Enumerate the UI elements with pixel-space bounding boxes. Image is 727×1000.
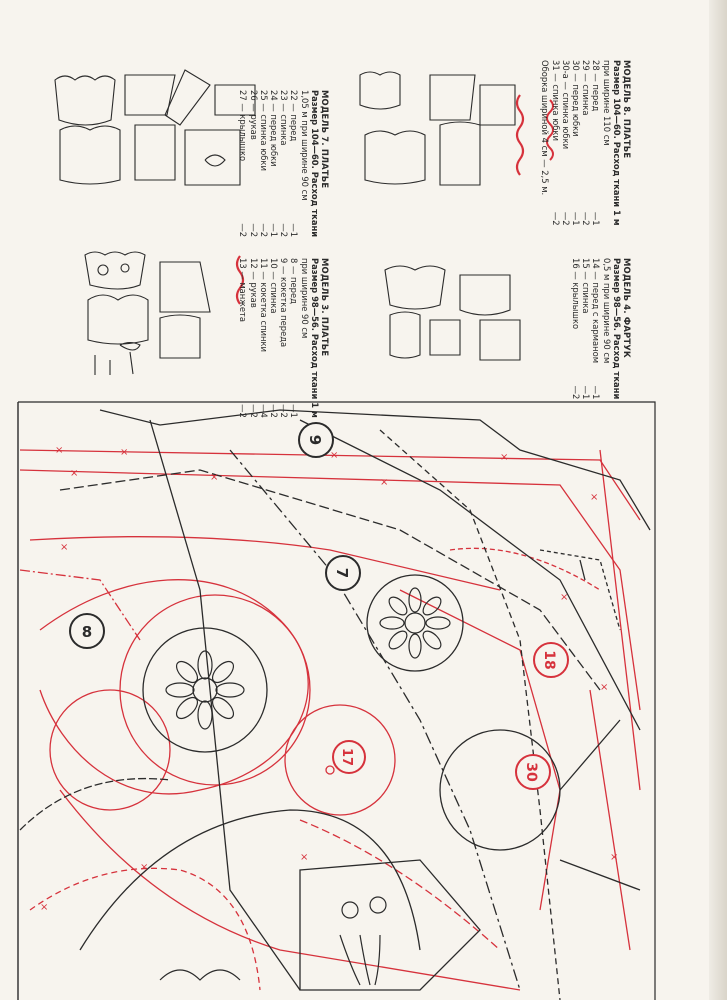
part: 30 — перед юбки: [570, 60, 581, 137]
qty: —1: [570, 211, 581, 226]
pattern-number-8: [70, 614, 104, 648]
svg-text:×: ×: [500, 452, 509, 463]
model-7-sketch: [55, 70, 255, 185]
model-7-header-1: Размер 104—60. Расход ткани: [309, 90, 320, 238]
svg-text:×: ×: [590, 492, 599, 503]
svg-text:×: ×: [210, 472, 219, 483]
part: 31 — спинка юбки: [550, 60, 561, 141]
qty: —1: [581, 385, 592, 400]
part: 14 — перед с карманом: [591, 258, 602, 364]
part: 15 — спинка: [581, 258, 592, 314]
svg-text:×: ×: [560, 592, 569, 603]
red-x-marks: [40, 445, 618, 913]
pattern-number-7: [326, 556, 360, 590]
model-3-sketch: [85, 252, 210, 375]
svg-text:×: ×: [55, 445, 64, 456]
model-4-header-2: 0,5 м при ширине 90 см: [601, 258, 612, 364]
qty: —1: [591, 211, 602, 226]
svg-text:9: 9: [306, 434, 324, 446]
part: 30-а — спинка юбки: [560, 60, 571, 150]
model-8-title: МОДЕЛЬ 8. ПЛАТЬЕ: [622, 60, 632, 159]
svg-text:30: 30: [523, 762, 539, 782]
part: 26 — рукав: [248, 90, 259, 140]
svg-text:8: 8: [81, 623, 93, 641]
svg-text:×: ×: [600, 682, 609, 693]
model-8-sketch: [360, 72, 515, 185]
qty: —2: [238, 223, 249, 238]
svg-text:×: ×: [140, 862, 149, 873]
qty: —1: [591, 385, 602, 400]
part: 10 — спинка: [268, 258, 279, 314]
part: 25 — спинка юбки: [258, 90, 269, 171]
qty: —1: [289, 223, 300, 238]
model-4-title: МОДЕЛЬ 4. ФАРТУК: [622, 258, 632, 358]
svg-text:×: ×: [120, 447, 129, 458]
pattern-number-17: [333, 741, 365, 773]
qty: —1: [289, 404, 300, 418]
part: 8 — перед: [289, 258, 300, 304]
qty: —1: [268, 223, 279, 238]
qty: —2: [238, 404, 249, 418]
svg-text:18: 18: [541, 650, 557, 670]
part: 11 — кокетка спинки: [258, 258, 269, 352]
pattern-number-30: [516, 755, 550, 789]
qty: —2: [581, 211, 592, 226]
model-4-sketch: [385, 266, 520, 360]
qty: —4: [258, 404, 269, 418]
svg-text:×: ×: [60, 542, 69, 553]
model-8-header-2: при ширине 110 см: [601, 60, 612, 146]
svg-text:7: 7: [333, 567, 351, 579]
model-3-header-1: Размер 98—56. Расход ткани 1 м: [309, 258, 320, 418]
model-3-title: МОДЕЛЬ 3. ПЛАТЬЕ: [320, 258, 330, 357]
part: 12 — рукав: [248, 258, 259, 308]
svg-text:×: ×: [330, 450, 339, 461]
part: 9 — кокетка переда: [279, 258, 290, 348]
model-7-info: [238, 90, 330, 237]
part: 27 — крылышко: [238, 90, 249, 162]
qty: —2: [279, 223, 290, 238]
qty: —2: [248, 223, 259, 238]
pattern-number-18: [534, 643, 568, 677]
model-8-info: [540, 60, 632, 226]
svg-text:×: ×: [380, 477, 389, 488]
svg-text:×: ×: [300, 852, 309, 863]
part: 29 — спинка: [581, 60, 592, 116]
model-7-header-2: 1,05 м при ширине 90 см: [299, 90, 310, 201]
svg-text:×: ×: [610, 852, 619, 863]
model-4-header-1: Размер 98—56. Расход ткани: [611, 258, 622, 400]
qty: —2: [550, 211, 561, 226]
part: 23 — спинка: [279, 90, 290, 146]
part: 28 — перед: [591, 60, 602, 112]
pattern-number-9: [299, 423, 333, 457]
pattern-drawing: [0, 390, 727, 1000]
qty: —2: [279, 404, 290, 418]
model-7-title: МОДЕЛЬ 7. ПЛАТЬЕ: [320, 90, 330, 189]
qty: —2: [258, 223, 269, 238]
qty: —2: [560, 211, 571, 226]
part: 22 — перед: [289, 90, 300, 142]
svg-text:×: ×: [70, 468, 79, 479]
flower-motifs: [160, 588, 450, 985]
page-edge-shadow: [709, 0, 727, 1000]
svg-text:×: ×: [40, 902, 49, 913]
qty: —2: [248, 404, 259, 418]
qty: —2: [570, 385, 581, 400]
part: 13 — манжета: [238, 258, 249, 322]
part: 16 — крылышко: [570, 258, 581, 330]
model-3-header-2: при ширине 90 см: [299, 258, 310, 339]
model-8-header-1: Размер 104—60. Расход ткани 1 м: [611, 60, 622, 226]
model-4-info: [571, 258, 632, 399]
part: 24 — перед юбки: [268, 90, 279, 167]
svg-text:17: 17: [339, 747, 354, 767]
red-lines: [20, 450, 640, 990]
model-8-note: Оборка шириной 4 см — 2,5 м.: [540, 60, 551, 196]
qty: —2: [268, 404, 279, 418]
